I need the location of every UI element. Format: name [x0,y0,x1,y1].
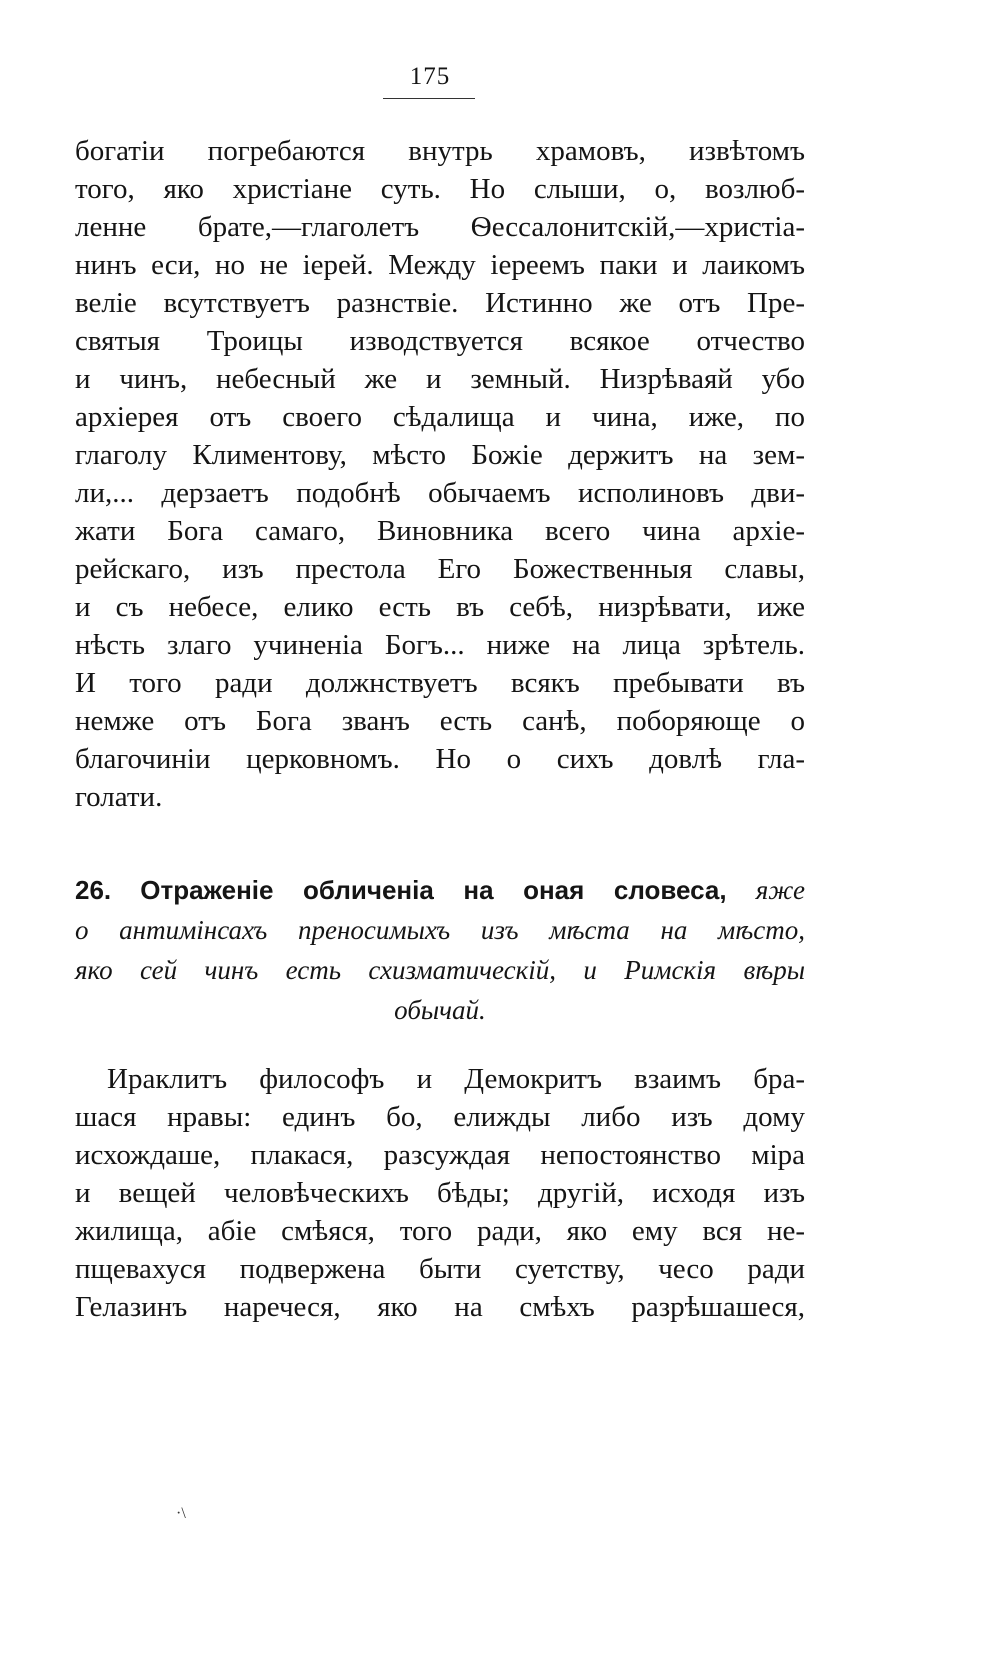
text-line: жилища, абіе смѣяся, того ради, яко ему вся не- [75,1215,805,1247]
text-line: того, яко христіане суть. Но слыши, о, возлюб- [75,173,805,205]
text-line: голати. [75,781,163,813]
section-subtitle: яже [755,875,805,905]
page-number: 175 [409,63,451,90]
heading-line: яко сей чинъ есть схизматическій, и Римскія вѣры [75,955,805,985]
text-line: немже отъ Бога званъ есть санѣ, поборяюще о [75,705,805,737]
text-line: нинъ еси, но не іерей. Между іереемъ паки и лаикомъ [75,249,805,281]
text-line: ленне брате,—глаголетъ Ѳессалонитскій,—христіа- [75,211,805,243]
text-line: Гелазинъ наречеся, яко на смѣхъ разрѣшашеся, [75,1291,805,1323]
heading-line: обычай. [394,995,486,1025]
text-line: И того ради должнствуетъ всякъ пребывати въ [75,667,805,699]
text-line: веліе всутствуетъ разнствіе. Истинно же отъ Пре- [75,287,805,319]
heading-line [75,870,805,910]
text-line: глаголу Климентову, мѣсто Божіе держитъ на зем- [75,439,805,471]
text-line: святыя Троицы изводствуется всякое отчество [75,325,805,357]
text-line: шася нравы: единъ бо, елижды либо изъ дому [75,1101,805,1133]
text-line: жати Бога самаго, Виновника всего чина архіе- [75,515,805,547]
text-line: рейскаго, изъ престола Его Божественныя славы, [75,553,805,585]
text-line: богатіи погребаются внутрь храмовъ, извѣтомъ [75,135,805,167]
text-line: и чинъ, небесный же и земный. Низрѣваяй убо [75,363,805,395]
text-line: и вещей человѣческихъ бѣды; другій, исходя изъ [75,1177,805,1209]
text-line: нѣсть злаго учиненіа Богъ... ниже на лица зрѣтель. [75,629,805,661]
page-number-rule [383,98,475,99]
text-line: и съ небесе, елико есть въ себѣ, низрѣвати, иже [75,591,805,623]
section-number: 26. [75,875,112,905]
text-line: исхождаше, плакася, разсуждая непостоянство міра [75,1139,805,1171]
text-line: архіерея отъ своего сѣдалища и чина, иже, по [75,401,805,433]
section-heading [75,870,805,1030]
text-line: благочиніи церковномъ. Но о сихъ довлѣ гла- [75,743,805,775]
paragraph-2 [75,1060,805,1326]
text-line: пщевахуся подвержена быти суетству, чесо ради [75,1253,805,1285]
text-line: ли,... дерзаетъ подобнѣ обычаемъ исполиновъ дви- [75,477,805,509]
paragraph-1 [75,132,805,816]
section-title: Отраженіе обличеніа на оная словеса, [140,875,727,905]
text-line: Ираклитъ философъ и Демокритъ взаимъ бра- [107,1063,805,1095]
heading-line: о антимінсахъ преносимыхъ изъ мѣста на мѣсто, [75,915,805,945]
printer-mark: ·\ [176,1505,186,1522]
